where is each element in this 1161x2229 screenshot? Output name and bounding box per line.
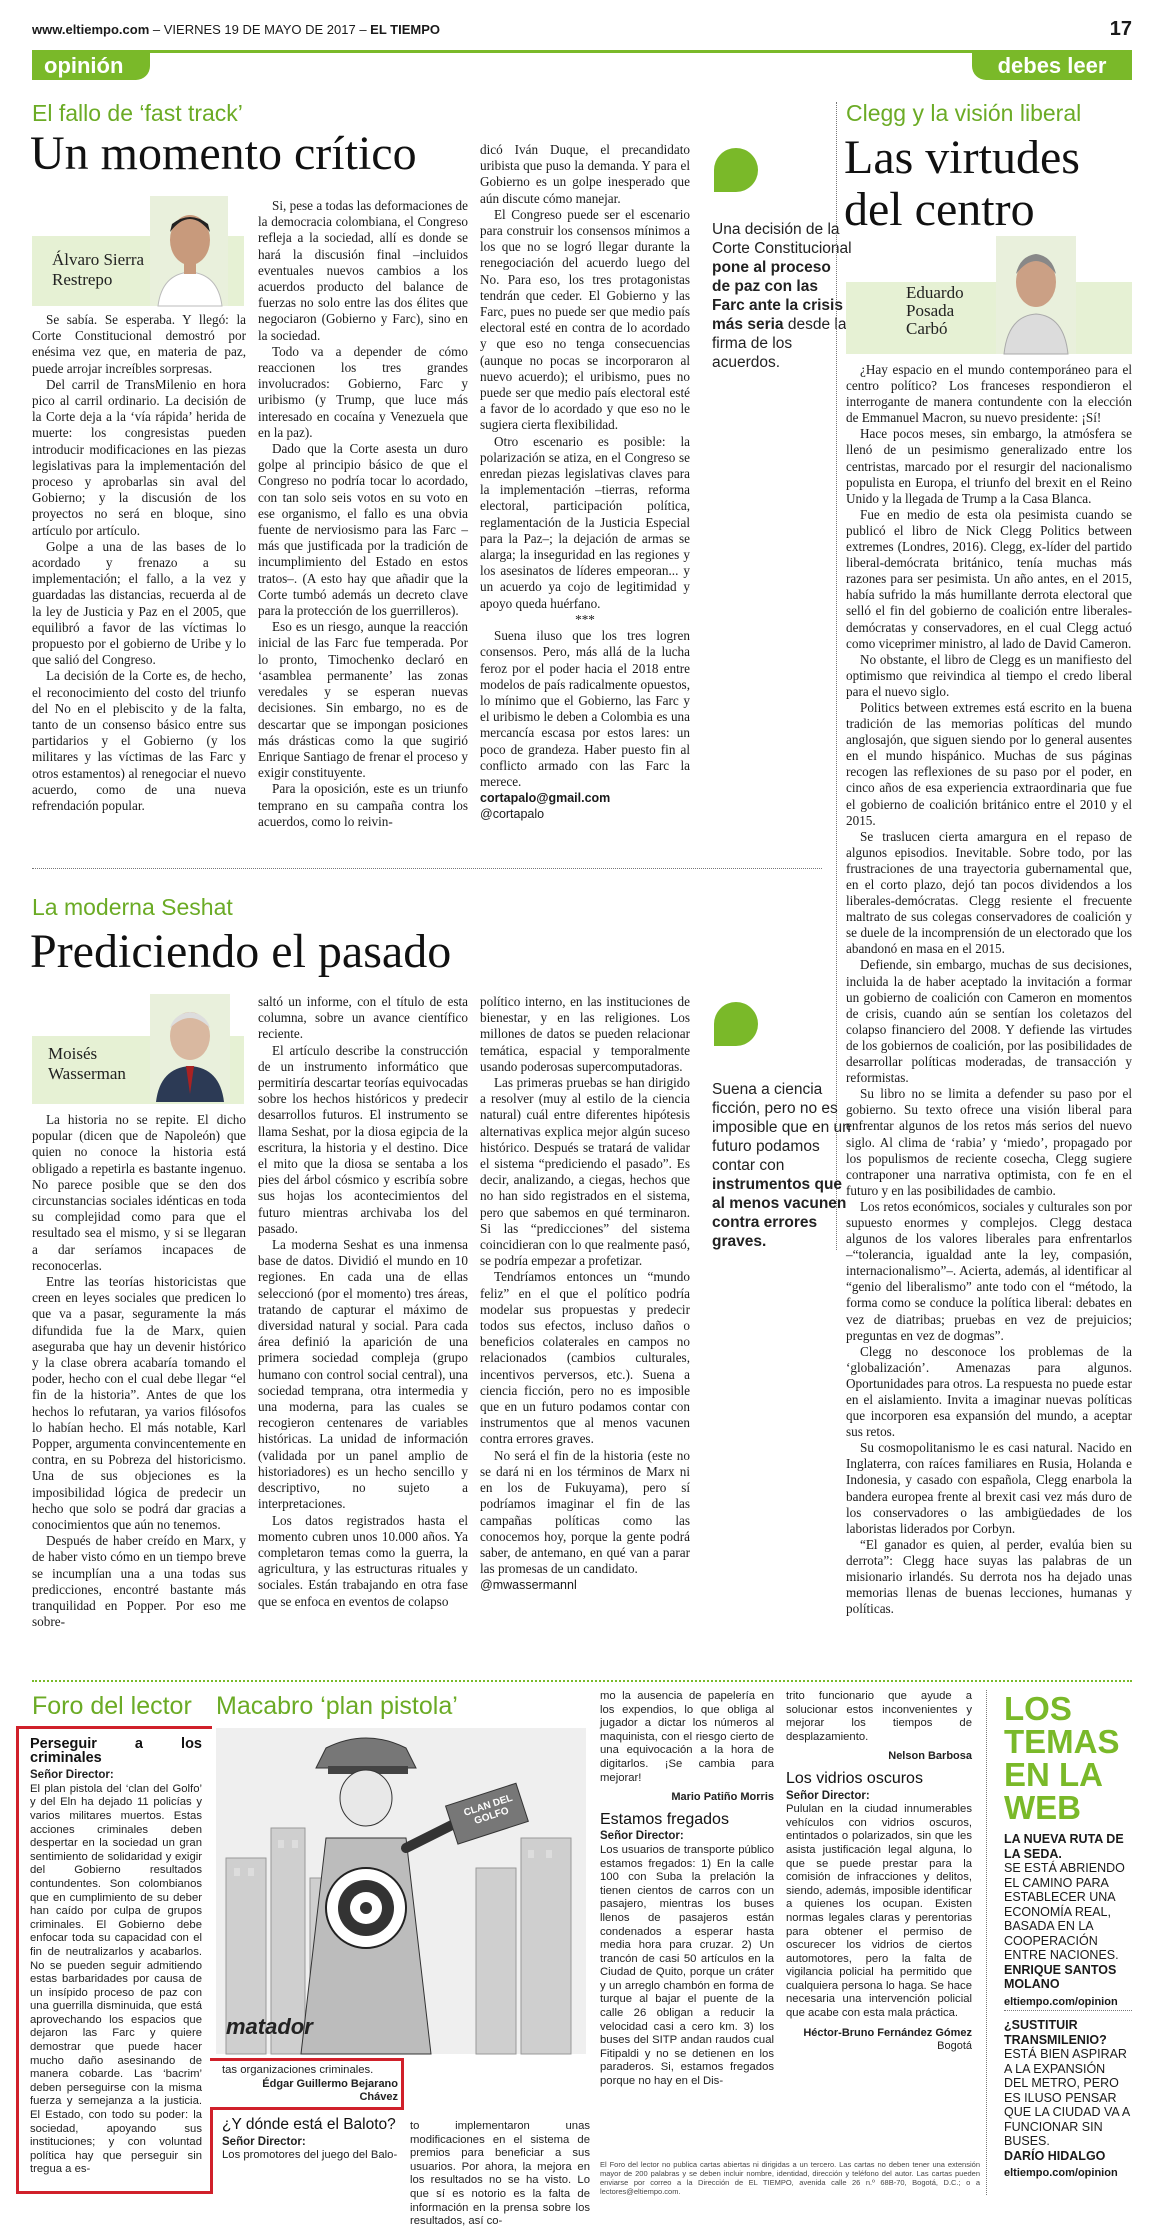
- letters-col3-bottom: [410, 2120, 590, 2228]
- paragraph: Después de haber creído en Marx, y de haber visto cómo en un tiempo breve se incumplían una a una todas sus predicciones, encontré bastante más tranquilidad en Popper. Por eso me sobre-: [32, 1533, 246, 1630]
- column-divider: [836, 102, 837, 1250]
- author-photo-posada: [996, 236, 1076, 354]
- article1-twitter[interactable]: @cortapalo: [480, 807, 545, 822]
- paragraph: El Congreso puede ser el escenario para construir los consensos mínimos a los que no se logró llegar durante la renegociación del acuerdo luego del No. Para eso, los tres protagonistas tendrán que ceder. El Gobierno y las Farc, pues no puede ser que medio país electoral esté en contra de lo acordado y que eso no tenga consecuencias (aunque no pocas se incorporaron al nuevo acuerdo); el uribismo, pues no puede ser que medio país electoral esté a favor de lo acordado y que eso no le sugiera cierta flexibilidad.: [480, 206, 690, 433]
- paragraph: Entre las teorías historicistas que creen en leyes sociales que predicen lo que va a pasar, seguramente la más difundida fue la de Marx, quien aseguraba que hay un devenir histórico y la clase obrera acabaría tomando el poder, hecho con el cual debe llegar “el fin de la historia”. Antes de que los hechos lo refutaran, ya varios filósofos lo habían hecho. El más notable, Karl Popper, argumenta convincentemente en contra, en su Pobreza del historicismo. Una de sus objeciones es la imposibilidad lógica de predecir un hecho que solo se podrá dar gracias a conocimientos que aún no tenemos.: [32, 1274, 246, 1533]
- article1-pullquote: Una decisión de la Corte Constitucional pone al proceso de paz con las Farc ante la crisis más seria desde la firma de los acuerdos.: [712, 221, 852, 371]
- paragraph: Eso es un riesgo, aunque la reacción inicial de las Farc fue temperada. Por lo pronto, Timochenko declaró en ‘asamblea permanente’ las zonas veredales y se esperan nuevas decisiones. Sin embargo, no es de descartar que se impongan posiciones más drásticas como la que sugirió Enrique Santiago de frenar el proceso y exigir constituyente.: [258, 619, 468, 781]
- paragraph: Se traslucen cierta amargura en el repaso de algunos episodios. Inevitable. Sobre todo, por las frustraciones de una trayectoria gubernamental que, en el corto plazo, dejó tan pocos dividendos a los liberales-demócratas. Clegg resiente el frecuente maltrato de sus colegas conservadores de coalición y se duele de la incomprensión de un electorado que los abandonó en masa en el 2015.: [846, 828, 1132, 957]
- headline-line2: del centro: [844, 183, 1035, 236]
- paragraph: La moderna Seshat es una inmensa base de datos. Dividió el mundo en 10 regiones. En cada una de ellas seleccionó (por el momento) tres áreas, tratando de capturar el máximo de diversidad natural y social. Para cada área definió la aparición de una primera sociedad compleja (grupo humano con control social central), una sociedad temprana, otra intermedia y una moderna, para las cuales se recogieron centenares de variables históricas. La unidad de información (validada por un panel amplio de historiadores) es un hecho sencillo y descriptivo, no sujeto a interpretaciones.: [258, 1237, 468, 1512]
- letter-text: Señor Director:: [600, 1830, 684, 1843]
- letter1: [30, 1736, 202, 2188]
- article2-pullquote: Suena a ciencia ficción, pero no es imposible que en un futuro podamos contar con instrumentos que al menos vacunen contra errores graves.: [712, 1081, 851, 1250]
- paragraph: Los retos económicos, sociales y culturales son por supuesto enormes y complejos. Clegg destaca algunos de los valores liberales para enfrentarlos –“tolerancia, igualdad ante la ley, compasión, internacionalismo”–. Acierta, además, al identificar al “genio del liberalismo” ante todo con el “método, la forma como se conduce la política liberal: debates en vez de diatribas; pruebas en vez de prejuicios; preguntas en vez de dogmas”.: [846, 1198, 1132, 1343]
- letter1-end: [222, 2064, 398, 2104]
- article2-col2: [258, 994, 468, 1659]
- paragraph: político interno, en las instituciones de bienestar, y en las religiones. Los millones de datos se pueden relacionar temática, espacial y temporalmente usando poderosas supercomputadoras.: [480, 994, 690, 1074]
- cartoon-illustration: [216, 1728, 586, 2054]
- article2-author: [48, 1044, 126, 1084]
- quote-icon: [714, 1002, 758, 1046]
- section-tab-debes-leer[interactable]: debes leer: [972, 53, 1132, 80]
- author-name-line1: Moisés: [48, 1044, 98, 1063]
- foro-disclaimer: El Foro del lector no publica cartas abiertas ni dirigidas a un tercero. Las cartas no deben tener una extensión mayor de 200 palabras y se deben incluir nombre, identidad, dirección y teléfono del autor. Las cartas pueden enviarse por correo a la Dirección de EL TIEMPO, avenida calle 26 n.º 68B-70, Bogotá, D.C.; o a lectores@eltiempo.com.: [600, 2160, 980, 2196]
- letter1-highlight-connector: [210, 2107, 213, 2194]
- article3-headline: [844, 132, 1080, 236]
- paragraph: ¿Hay espacio en el mundo contemporáneo para el centro político? Los franceses respondieron el interrogante de manera contundente con la elección de Emmanuel Macron, su nuevo presidente: ¡Sí!: [846, 362, 1132, 426]
- article3-author: [906, 284, 964, 338]
- article3-byline-box: [846, 282, 1132, 354]
- paragraph: ***: [575, 611, 595, 627]
- paragraph: Politics between extremes está escrito en la buena tradición de las memorias políticas del mundo anglosajón, que siguen siendo por lo general ausentes en el mundo hispánico. Muchas de sus páginas recogen las reflexiones de su paso por el poder, en cinco años de esa experiencia extraordinaria que fue el gobierno de coalición británico entre el 2010 y el 2015.: [846, 699, 1132, 828]
- paragraph: Otro escenario es posible: la polarización se atiza, en el Congreso se enredan piezas legislativas claves para la implementación –tierras, reforma electoral, participación política, reglamentación de la Justicia Especial para la Paz–; la dejación de armas se alarga; la inseguridad en las regiones y los asesinatos de líderes empeoran... y un acuerdo ya cojo de legitimidad y apoyo queda huérfano.: [480, 433, 690, 611]
- paragraph: Dado que la Corte asesta un duro golpe al principio básico de que el Congreso no podría tocar lo acordado, con tan solo seis votos en su voto en ese organismo, el fallo es una obvia fuente de nerviosismo para las Farc –más que justificada por la tradición de incumplimiento del Estado en estos tratos–. (A esto hay que añadir que la Corte tumbó además un decreto clave para la protección de los guerrilleros).: [258, 441, 468, 619]
- letter-text: Señor Director:: [786, 1789, 870, 1802]
- author-photo-wasserman: [150, 994, 230, 1102]
- author-photo-sierra: [150, 196, 228, 306]
- masthead: www.eltiempo.com – VIERNES 19 DE MAYO DE 2017 – EL TIEMPO 17: [32, 18, 1132, 40]
- section-tab-opinion[interactable]: opinión: [32, 53, 150, 80]
- article2-headline: Prediciendo el pasado: [30, 925, 452, 978]
- paragraph: Para la oposición, este es un triunfo temprano en su campaña contra los acuerdos, como lo reivin-: [258, 781, 468, 829]
- foro-title: Foro del lector: [32, 1692, 192, 1720]
- paragraph: Defiende, sin embargo, muchas de sus decisiones, incluida la de haber aceptado la invitación a formar un gobierno de coalición con Cameron en momentos de crisis, cuando aún se sentían los coletazos del colapso financiero del 2008. Y defiende las virtudes de los gobiernos de coalición, por las posibilidades de desarrollar políticas moderadas, de transacción y reformistas.: [846, 957, 1132, 1086]
- letters-col3: [600, 1690, 774, 2170]
- letter-text: Señor Director:: [30, 1769, 114, 1782]
- letter-title: Perseguir a los criminales: [30, 1736, 202, 1766]
- sidebar-item1[interactable]: LA NUEVA RUTA DE LA SEDA. SE ESTÁ ABRIENDO EL CAMINO PARA ESTABLECER UNA ECONOMÍA REAL, BASADA EN LA COOPERACIÓN ENTRE NACIONES. ENRIQUE SANTOS MOLANO eltiempo.com/opinion: [1004, 1832, 1132, 2009]
- article1-headline: Un momento crítico: [30, 127, 417, 180]
- paragraph: Hace pocos meses, sin embargo, la atmósfera se llenó de un pesimismo generalizado entre los centristas, marcado por el resurgir del nacionalismo populista en Europa, el triunfo del brexit en el Reino Unido y la llegada de Trump a la Casa Blanca.: [846, 426, 1132, 506]
- cartoon-sign-text: CLAN DEL GOLFO: [462, 1792, 515, 1827]
- author-name-line2: Wasserman: [48, 1064, 126, 1083]
- paragraph: No será el fin de la historia (este no se dará ni en los términos de Marx ni en los de Fukuyama), pero sí podríamos imaginar el fin de las campañas políticas como las conocemos hoy, porque la gente podrá saber, de antemano, en qué van a parar las promesas de un candidato.: [480, 1447, 690, 1577]
- paragraph: Todo va a depender de cómo reaccionen los tres grandes involucrados: Gobierno, Farc y uribismo (y Trump, que luce más interesado en cocaína y Venezuela que en la paz).: [258, 343, 468, 440]
- letter-text: Héctor-Bruno Fernández Gómez: [803, 2026, 972, 2039]
- letter-text: trito funcionario que ayude a solucionar estos inconvenientes y mejorar los tiempos de desplazamiento.: [786, 1690, 972, 1743]
- letter-text: tas organizaciones criminales.: [222, 2064, 374, 2076]
- author-name-line1: Eduardo: [906, 283, 964, 302]
- letter-title: ¿Y dónde está el Baloto?: [222, 2116, 396, 2133]
- paragraph: Si, pese a todas las deformaciones de la democracia colombiana, el Congreso refleja a la sociedad, allí es donde se hará la discusión final –incluidos eventuales nuevos cambios a los acuerdos producto del balance de fuerzas no solo entre las dos élites que negociaron (Gobierno y Farc), sino en la sociedad.: [258, 198, 468, 343]
- letter-text: mo la ausencia de papelería en los expendios, lo que obliga al jugador a dictar los números al maquinista, con el riesgo cierto de una equivocación a la hora de digitarlos. ¡Se cambia para mejorar!: [600, 1690, 774, 1784]
- letter-text: Los usuarios de transporte público estamos fregados: 1) En la calle 100 con Suba la prelación la tienen cientos de carros con un pasajero, mientras los buses llenos de pasajeros están condenados a esperar hasta media hora para cruzar. 2) Un trancón de casi 50 artículos en la Ciudad de Quito, porque un cráter y un arreglo chambón en forma de turque al bajar el puente de la calle 26 obligan a reducir la velocidad casi a cero km. 3) los buses del SITP andan raudos cual Fitipaldi y no se detienen en los paraderos. Si, estamos fregados porque no hay en el Dis-: [600, 1843, 774, 2088]
- article3-kicker: Clegg y la visión liberal: [846, 100, 1082, 126]
- article2-kicker: La moderna Seshat: [32, 894, 233, 920]
- paragraph: Se sabía. Se esperaba. Y llegó: la Corte Constitucional demostró por enésima vez que, en materia de paz, puede arrojar increíbles sorpresas.: [32, 312, 246, 376]
- paper-name: EL TIEMPO: [370, 22, 440, 37]
- article1-col2: [258, 198, 468, 853]
- sidebar-item-divider: [1004, 2010, 1132, 2011]
- letter-text: Nelson Barbosa: [888, 1750, 972, 1763]
- article1-col3: [480, 142, 690, 857]
- letter-text: to implementaron unas modificaciones en el sistema de premios para beneficiar a sus usuarios. Por ahora, la mejora en los resultados no se ha visto. Lo que sí es notorio es la falta de información en la prensa sobre los resultados, así co-: [410, 2120, 590, 2228]
- author-name-line3: Carbó: [906, 319, 948, 338]
- article3-body: [846, 362, 1132, 1617]
- cartoon-title: Macabro ‘plan pistola’: [216, 1692, 458, 1720]
- letter-text: Édgar Guillermo Bejarano Chávez: [262, 2077, 398, 2104]
- paragraph: No obstante, el libro de Clegg es un manifiesto del optimismo que reivindica al tiempo el credo liberal para el nuevo siglo.: [846, 651, 1132, 699]
- paragraph: El artículo describe la construcción de un instrumento informático que permitiría descartar teorías equivocadas sobre los hechos históricos y predecir desarrollos futuros. El instrumento se llama Seshat, por la diosa egipcia de la escritura, la historia y el destino. Dice el mito que la diosa se sentaba a los pies del árbol cósmico y escribía sobre sus hojas los acontecimientos del futuro mientras archivaba los del pasado.: [258, 1042, 468, 1236]
- letters-col4: [786, 1690, 972, 2180]
- letter-title: Los vidrios oscuros: [786, 1769, 923, 1787]
- cartoon-artist-signature: matador: [226, 2014, 313, 2039]
- paragraph: La historia no se repite. El dicho popular (dicen que de Napoleón) que quien no conoce la historia está obligado a repetirla es bastante ingenuo. No parece posible que se den dos circunstancias sociales idénticas en toda su complejidad como para que el resultado sea el mismo, y si se llegaran a dar seríamos incapaces de reconocerlas.: [32, 1112, 246, 1273]
- article1-col1: [32, 312, 246, 852]
- paragraph: Fue en medio de esta ola pesimista cuando se publicó el libro de Nick Clegg Politics between extremes (Londres, 2016). Clegg, ex-líder del partido liberal-demócrata británico, tenía muchas más razones para ser pesimista. Un año antes, en el 2015, había sufrido la más humillante derrota electoral que selló el fin del gobierno de coalición entre liberales-demócratas y conservadores, en el cual Clegg actuó como viceprimer ministro, al lado de David Cameron.: [846, 506, 1132, 651]
- article2-col1: [32, 1112, 246, 1662]
- headline-line1: Las virtudes: [844, 131, 1080, 184]
- sidebar-item2-link[interactable]: eltiempo.com/opinion: [1004, 2167, 1118, 2179]
- site-url[interactable]: www.eltiempo.com: [32, 22, 150, 37]
- section-bar: [32, 50, 1132, 80]
- page-number: 17: [1109, 18, 1132, 40]
- paragraph: Clegg no desconoce los problemas de la ‘globalización’. Amenazas para algunos. Oportunidades para otros. La respuesta no puede estar en el aislamiento. Invita a imaginar nuevas políticas que incorporen esa expansión del mundo, a aceptar sus retos.: [846, 1343, 1132, 1440]
- letter-text: Bogotá: [937, 2040, 972, 2053]
- article1-email[interactable]: cortapalo@gmail.com: [480, 791, 611, 806]
- letter-title: Estamos fregados: [600, 1810, 729, 1828]
- sidebar-item1-link[interactable]: eltiempo.com/opinion: [1004, 1995, 1118, 2008]
- sidebar-title: LOS TEMAS EN LA WEB: [1004, 1690, 1120, 1826]
- author-name-line2: Restrepo: [52, 270, 113, 289]
- foro-divider: [32, 1680, 1132, 1682]
- letter-text: Mario Patiño Morris: [671, 1791, 774, 1804]
- paragraph: Los datos registrados hasta el momento cubren unos 10.000 años. Ya completaron temas como la guerra, la agricultura, y las estructuras rituales y sociales. Están trabajando en otra fase que se enfoca en eventos de colapso: [258, 1512, 468, 1609]
- article1-kicker: El fallo de ‘fast track’: [32, 100, 243, 126]
- paragraph: Suena iluso que los tres logren consensos. Pero, más allá de la lucha feroz por el poder hacia el 2018 entre modelos de país radicalmente opuestos, lo mínimo que el Gobierno, las Farc y el uribismo le deben a Colombia es una mercancía escasa por estos lares: un poco de grandeza. Haber puesto fin al conflicto armado con las Farc la merece.: [480, 628, 690, 789]
- article2-col3: [480, 994, 690, 1659]
- sidebar-divider: [986, 1690, 987, 2195]
- paragraph: Del carril de TransMilenio en hora pico al carril ordinario. La decisión de la Corte deja a la ‘vía rápida’ herida de muerte: los congresistas pueden introducir modificaciones en las piezas legislativas para la implementación del proceso y aprobarlas sin aval del Gobierno; y la discusión de los proyectos no será en bloque, sino artículo por artículo.: [32, 376, 246, 538]
- letter2: [222, 2116, 398, 2196]
- letter-text: Los promotores del juego del Balo-: [222, 2149, 398, 2162]
- paragraph: Las primeras pruebas se han dirigido a resolver (muy al estilo de la ciencia natural) cuál entre diferentes hipótesis alternativas explica mejor algún suceso histórico. Después se tratará de validar el sistema “prediciendo el pasado”. Es decir, analizando, a ciegas, hechos que no han sido registrados en el sistema, pero que sabemos en qué terminaron. Si las “predicciones” del sistema coincidieran con lo que realmente pasó, se podría empezar a profetizar.: [480, 1075, 690, 1269]
- paragraph: Golpe a una de las bases de lo acordado y frenazo a su implementación; el fallo, a la vez y guardadas las distancias, recuerda al de la ley de Justicia y Paz en el 2005, que equilibró a favor de las víctimas lo propuesto por el gobierno de Uribe y lo que salió del Congreso.: [32, 538, 246, 668]
- paragraph: Tendríamos entonces un “mundo feliz” en el que el político podría modelar sus propuestas y predecir todos sus efectos, incluso daños o beneficios colaterales en campos no relacionados (cambios culturales, incentivos perversos, etc.). Suena a ciencia ficción, pero no es imposible que en un futuro podamos contar con instrumentos que al menos vacunen contra errores graves.: [480, 1269, 690, 1447]
- paragraph: La decisión de la Corte es, de hecho, el reconocimiento del costo del triunfo del No en el plebiscito y de la falta, tanto de un consenso básico entre sus partidarios y el Gobierno (y los militares y las víctimas de las Farc y otros estamentos) al renegociar el nuevo acuerdo, como de una nueva refrendación popular.: [32, 668, 246, 814]
- article2-twitter[interactable]: @mwassermannl: [480, 1578, 577, 1593]
- author-name-line1: Álvaro Sierra: [52, 250, 145, 269]
- paragraph: “El ganador es quien, al perder, evalúa bien su derrota”: Clegg hace suyas las palabras de un misionario irlandés. Su derrota nos ha dejado unas memorias llenas de buenas lecciones, humanas y políticas.: [846, 1536, 1132, 1617]
- paragraph: Su cosmopolitanismo le es casi natural. Nacido en Inglaterra, con raíces familiares en Rusia, Holanda e Indonesia, y casado con española, Clegg enarbola la bandera europea frente al brexit casi vez más duro de los conservadores o las ambigüedades de los laboristas liderados por Corbyn.: [846, 1440, 1132, 1536]
- issue-date: VIERNES 19 DE MAYO DE 2017: [163, 22, 356, 37]
- letter-text: Señor Director:: [222, 2135, 306, 2148]
- paragraph: dicó Iván Duque, el precandidato uribista que puso la demanda. Y para el Gobierno es un golpe inesperado que aún discute cómo manejar.: [480, 142, 690, 206]
- quote-icon: [714, 148, 758, 192]
- divider: [32, 868, 822, 869]
- letter-text: El plan pistola del ‘clan del Golfo’ y del Eln ha dejado 11 policías y varios militares muertos. Estas acciones criminales deben despertar en la sociedad un gran sentimiento de solidaridad y exigir del Gobierno resultados contundentes. Son colombianos que en cumplimiento de su deber han caído por culpa de grupos criminales. El Gobierno debe enfocar toda su capacidad con el fin de neutralizarlos y acabarlos. No se pueden seguir admitiendo estas barbaridades por causa de un insípido proceso de paz con una guerrilla disminuida, que está aprovechando los espacios que dejaron las Farc y quiere demostrar que puede hacer mucho daño asesinando de manera cobarde. Las ‘bacrim’ deben perseguirse con la misma fuerza y semejanza a la justicia. El Estado, con todo su poder: la sociedad, apoyando sus instituciones; y con voluntad política hay que perseguir sin tregua a es-: [30, 1782, 202, 2176]
- article1-author: [52, 250, 144, 290]
- paragraph: saltó un informe, con el título de esta columna, sobre un avance científico reciente.: [258, 994, 468, 1042]
- paragraph: Su libro no se limita a defender su paso por el gobierno. Su texto ofrece una visión liberal para enfrentar algunos de los retos más serios del nuevo siglo. Al clima de ‘rabia’ y ‘miedo’, propagado por los populismos de reciente cosecha, Clegg sugiere contraponer una narrativa optimista, con fe en el futuro y en las posibilidades de cambio.: [846, 1086, 1132, 1198]
- author-name-line2: Posada: [906, 301, 955, 320]
- sidebar-item2[interactable]: ¿SUSTITUIR TRANSMILENIO? ESTÁ BIEN ASPIRAR A LA EXPANSIÓN DEL METRO, PERO ES ILUSO PENSAR QUE LA CIUDAD VA A FUNCIONAR SIN BUSES. DARÍO HIDALGO eltiempo.com/opinion: [1004, 2018, 1132, 2181]
- letter-text: Pululan en la ciudad innumerables vehículos con vidrios oscuros, entintados o polarizados, sin que les asista justificación legal alguna, lo que se puede prestar para la comisión de infracciones y delitos, siendo, además, imposible identificar a quienes los ocupan. Existen normas legales claras y perentorias para obtener el permiso de oscurecer los vidrios de ciertos automotores, pero la falta de vigilancia policial ha permitido que cualquiera persona lo haga. Se hace necesaria una intervención policial que acabe con esta mala práctica.: [786, 1803, 972, 2020]
